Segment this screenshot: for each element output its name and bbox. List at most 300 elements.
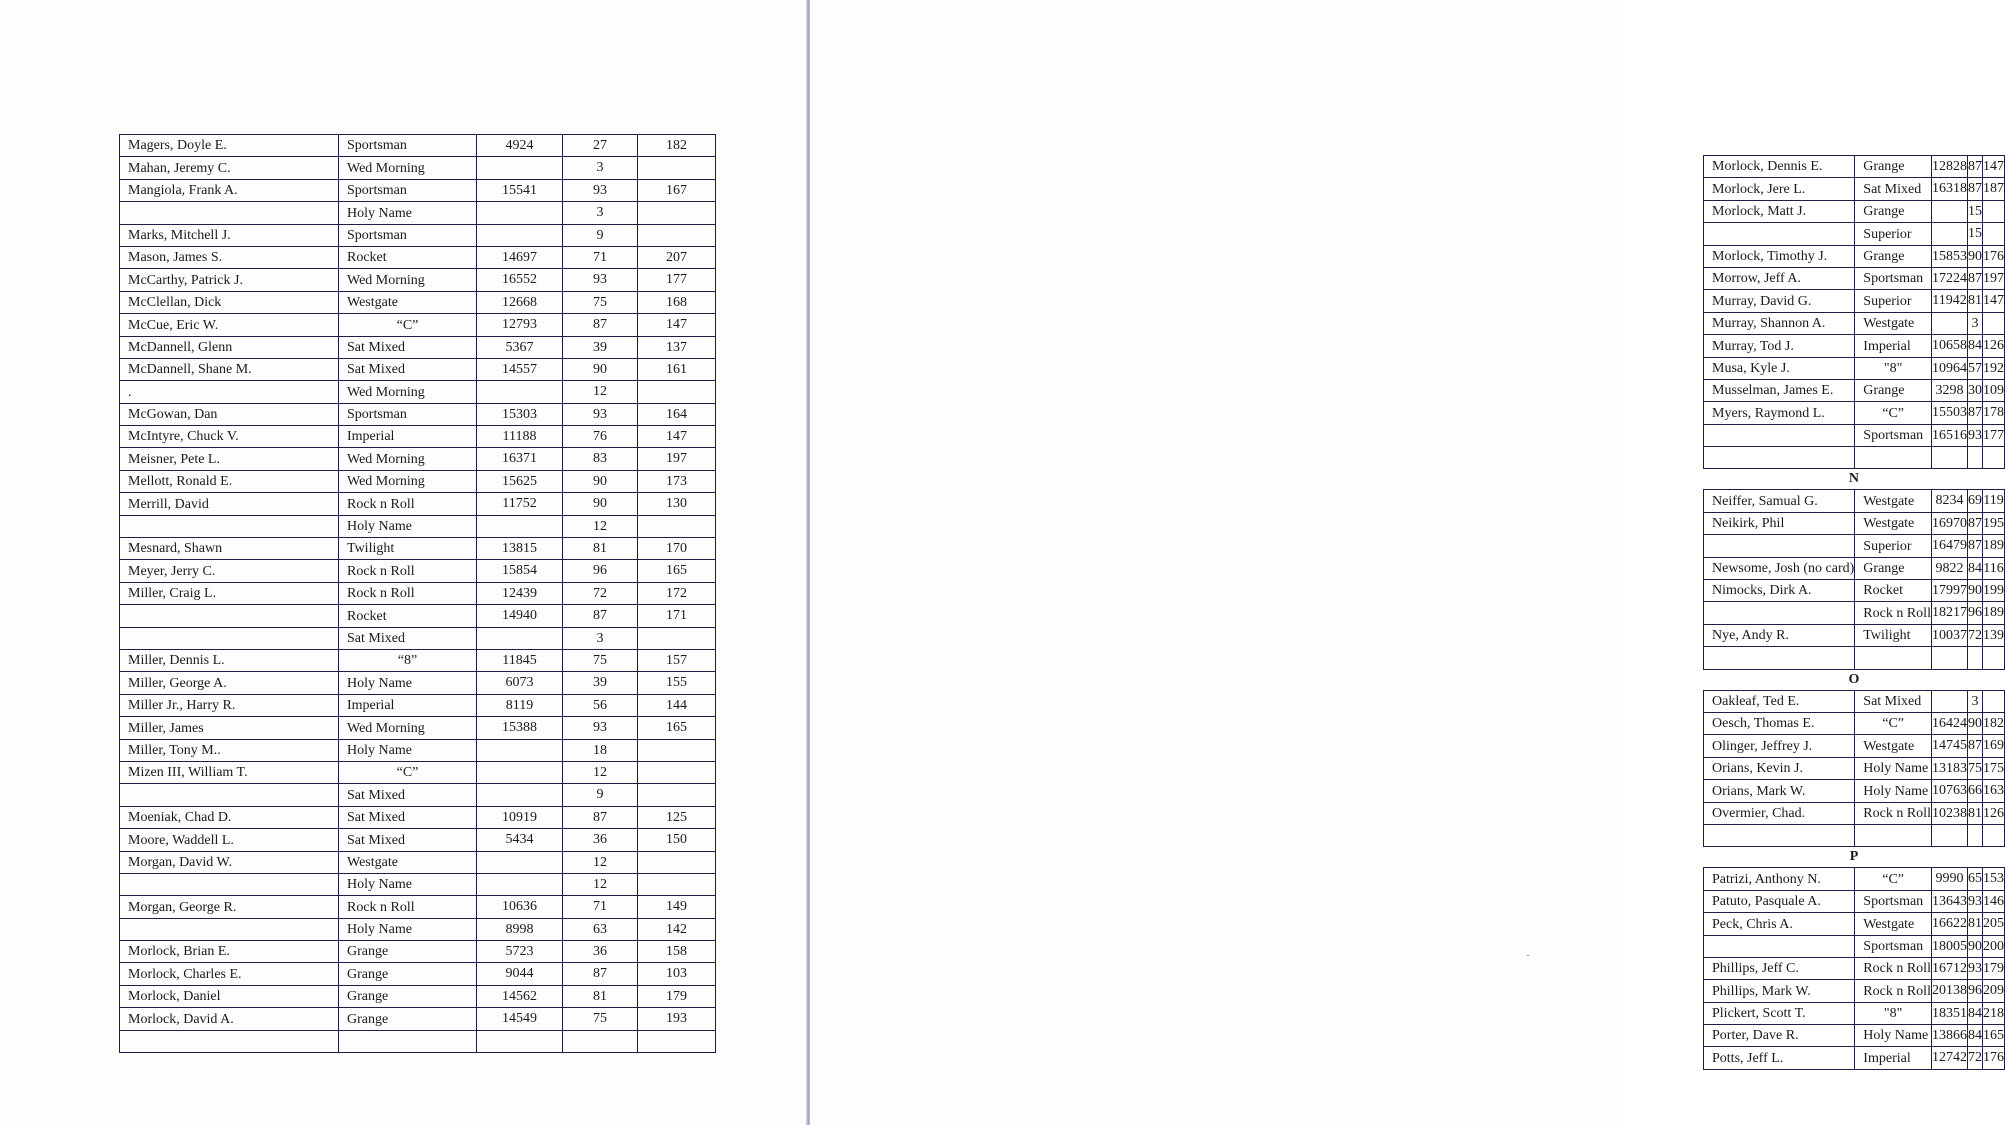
average-cell xyxy=(638,873,716,895)
bowler-name-cell: Patuto, Pasquale A. xyxy=(1704,890,1855,912)
bowler-name-cell: Mellott, Ronald E. xyxy=(120,470,339,492)
id-number-cell: 8234 xyxy=(1931,490,1967,512)
table-row xyxy=(120,717,716,739)
games-cell: 90 xyxy=(1967,245,1982,267)
id-number-cell: 13183 xyxy=(1931,757,1967,779)
table-row xyxy=(120,470,716,492)
games-cell: 12 xyxy=(563,515,638,537)
table-row xyxy=(120,941,716,963)
bowler-name-cell: Moeniak, Chad D. xyxy=(120,806,339,828)
league-cell: Sportsman xyxy=(1855,935,1932,957)
table-row xyxy=(120,985,716,1007)
table-row xyxy=(120,246,716,268)
average-cell xyxy=(1982,312,2004,334)
average-cell: 116 xyxy=(1982,557,2004,579)
table-row xyxy=(120,896,716,918)
games-cell: 9 xyxy=(563,224,638,246)
id-number-cell xyxy=(477,851,563,873)
table-row xyxy=(1704,335,2005,357)
id-number-cell: 14557 xyxy=(477,358,563,380)
id-number-cell: 13866 xyxy=(1931,1025,1967,1047)
games-cell: 81 xyxy=(1967,913,1982,935)
league-cell: Rock n Roll xyxy=(1855,602,1932,624)
league-cell: Imperial xyxy=(339,426,477,448)
id-number-cell xyxy=(477,381,563,403)
league-cell: Sportsman xyxy=(339,224,477,246)
average-cell: 144 xyxy=(638,694,716,716)
id-number-cell xyxy=(1931,312,1967,334)
id-number-cell: 14940 xyxy=(477,605,563,627)
games-cell: 87 xyxy=(1967,735,1982,757)
average-cell: 149 xyxy=(638,896,716,918)
games-cell xyxy=(1967,647,1982,669)
games-cell: 69 xyxy=(1967,490,1982,512)
games-cell xyxy=(1967,824,1982,846)
bowler-name-cell xyxy=(120,605,339,627)
table-row xyxy=(1704,735,2005,757)
id-number-cell: 14549 xyxy=(477,1008,563,1030)
league-cell: Westgate xyxy=(1855,735,1932,757)
bowler-name-cell xyxy=(1704,223,1855,245)
id-number-cell: 15625 xyxy=(477,470,563,492)
table-row xyxy=(120,202,716,224)
table-row xyxy=(120,873,716,895)
average-cell: 177 xyxy=(1982,424,2004,446)
average-cell: 130 xyxy=(638,493,716,515)
table-row xyxy=(1704,647,2005,669)
bowler-name-cell: Miller, Dennis L. xyxy=(120,649,339,671)
average-cell xyxy=(638,202,716,224)
id-number-cell: 5434 xyxy=(477,829,563,851)
id-number-cell: 10037 xyxy=(1931,624,1967,646)
bowler-name-cell: Plickert, Scott T. xyxy=(1704,1002,1855,1024)
games-cell: 84 xyxy=(1967,1025,1982,1047)
id-number-cell xyxy=(1931,200,1967,222)
games-cell: 56 xyxy=(563,694,638,716)
average-cell: 205 xyxy=(1982,913,2004,935)
bowler-name-cell xyxy=(120,873,339,895)
table-row xyxy=(1704,312,2005,334)
id-number-cell xyxy=(1931,223,1967,245)
games-cell: 96 xyxy=(1967,602,1982,624)
games-cell: 90 xyxy=(1967,712,1982,734)
average-cell: 178 xyxy=(1982,402,2004,424)
table-row xyxy=(120,515,716,537)
bowler-name-cell xyxy=(1704,824,1855,846)
games-cell: 90 xyxy=(563,470,638,492)
games-cell: 90 xyxy=(1967,935,1982,957)
league-cell: Westgate xyxy=(339,851,477,873)
id-number-cell: 13815 xyxy=(477,538,563,560)
id-number-cell: 12742 xyxy=(1931,1047,1967,1069)
table-row xyxy=(1704,712,2005,734)
table-row xyxy=(120,851,716,873)
table-row xyxy=(120,672,716,694)
id-number-cell xyxy=(477,202,563,224)
games-cell: 3 xyxy=(1967,312,1982,334)
id-number-cell: 11188 xyxy=(477,426,563,448)
league-cell: Rock n Roll xyxy=(1855,802,1932,824)
average-cell: 195 xyxy=(1982,512,2004,534)
table-row xyxy=(1704,512,2005,534)
league-cell: Grange xyxy=(339,941,477,963)
id-number-cell: 10919 xyxy=(477,806,563,828)
table-row xyxy=(1704,200,2005,222)
average-cell: 176 xyxy=(1982,245,2004,267)
league-cell: Imperial xyxy=(1855,335,1932,357)
bowler-name-cell: Marks, Mitchell J. xyxy=(120,224,339,246)
table-row xyxy=(1704,178,2005,200)
id-number-cell: 12828 xyxy=(1931,156,1967,178)
table-row xyxy=(120,291,716,313)
league-cell: Imperial xyxy=(339,694,477,716)
id-number-cell xyxy=(477,739,563,761)
average-cell: 169 xyxy=(1982,735,2004,757)
league-cell: Sat Mixed xyxy=(339,627,477,649)
games-cell: 81 xyxy=(563,538,638,560)
bowler-name-cell: Magers, Doyle E. xyxy=(120,135,339,157)
section-letter: N xyxy=(1704,469,2005,490)
table-row xyxy=(1704,824,2005,846)
id-number-cell: 16479 xyxy=(1931,535,1967,557)
bowler-name-cell: McDannell, Shane M. xyxy=(120,358,339,380)
table-row xyxy=(1704,424,2005,446)
left-page xyxy=(0,0,807,1125)
league-cell: Grange xyxy=(1855,245,1932,267)
table-row xyxy=(1704,357,2005,379)
table-row xyxy=(1704,780,2005,802)
average-cell: 167 xyxy=(638,179,716,201)
bowler-name-cell: Morlock, Jere L. xyxy=(1704,178,1855,200)
average-cell: 189 xyxy=(1982,602,2004,624)
table-row xyxy=(1704,913,2005,935)
league-cell: Rocket xyxy=(339,246,477,268)
table-row xyxy=(1704,602,2005,624)
league-cell: Wed Morning xyxy=(339,717,477,739)
id-number-cell: 15503 xyxy=(1931,402,1967,424)
games-cell: 75 xyxy=(563,291,638,313)
id-number-cell: 5367 xyxy=(477,336,563,358)
id-number-cell: 10238 xyxy=(1931,802,1967,824)
games-cell: 96 xyxy=(563,560,638,582)
league-cell: Twilight xyxy=(1855,624,1932,646)
league-cell: Westgate xyxy=(1855,312,1932,334)
games-cell: 72 xyxy=(1967,624,1982,646)
league-cell: Grange xyxy=(339,963,477,985)
league-cell: Holy Name xyxy=(339,739,477,761)
roster-table-left xyxy=(119,134,716,1053)
games-cell: 57 xyxy=(1967,357,1982,379)
average-cell: 218 xyxy=(1982,1002,2004,1024)
bowler-name-cell: Miller, Craig L. xyxy=(120,582,339,604)
league-cell: Superior xyxy=(1855,223,1932,245)
average-cell: 182 xyxy=(638,135,716,157)
average-cell: 173 xyxy=(638,470,716,492)
section-header-row xyxy=(1704,469,2005,490)
average-cell: 193 xyxy=(638,1008,716,1030)
bowler-name-cell: Myers, Raymond L. xyxy=(1704,402,1855,424)
league-cell: Twilight xyxy=(339,538,477,560)
id-number-cell: 10636 xyxy=(477,896,563,918)
bowler-name-cell: Oesch, Thomas E. xyxy=(1704,712,1855,734)
bowler-name-cell: Porter, Dave R. xyxy=(1704,1025,1855,1047)
bowler-name-cell: Morlock, Dennis E. xyxy=(1704,156,1855,178)
id-number-cell: 9044 xyxy=(477,963,563,985)
bowler-name-cell: Murray, Tod J. xyxy=(1704,335,1855,357)
bowler-name-cell: Morgan, David W. xyxy=(120,851,339,873)
games-cell: 71 xyxy=(563,896,638,918)
bowler-name-cell: Mizen III, William T. xyxy=(120,761,339,783)
average-cell: 126 xyxy=(1982,335,2004,357)
table-row xyxy=(120,426,716,448)
average-cell: 164 xyxy=(638,403,716,425)
id-number-cell: 15853 xyxy=(1931,245,1967,267)
bowler-name-cell xyxy=(1704,424,1855,446)
table-row xyxy=(1704,447,2005,469)
id-number-cell xyxy=(477,627,563,649)
bowler-name-cell: Patrizi, Anthony N. xyxy=(1704,868,1855,890)
id-number-cell xyxy=(477,873,563,895)
id-number-cell: 12668 xyxy=(477,291,563,313)
id-number-cell: 14697 xyxy=(477,246,563,268)
table-row xyxy=(1704,757,2005,779)
average-cell xyxy=(1982,447,2004,469)
games-cell: 87 xyxy=(563,314,638,336)
table-row xyxy=(1704,402,2005,424)
league-cell: "8" xyxy=(1855,357,1932,379)
games-cell: 27 xyxy=(563,135,638,157)
id-number-cell: 4924 xyxy=(477,135,563,157)
table-row xyxy=(120,314,716,336)
league-cell: Rock n Roll xyxy=(339,896,477,918)
bowler-name-cell: Newsome, Josh (no card) xyxy=(1704,557,1855,579)
average-cell: 165 xyxy=(1982,1025,2004,1047)
average-cell: 137 xyxy=(638,336,716,358)
games-cell: 66 xyxy=(1967,780,1982,802)
average-cell xyxy=(1982,824,2004,846)
league-cell: Sat Mixed xyxy=(339,784,477,806)
average-cell: 142 xyxy=(638,918,716,940)
average-cell: 207 xyxy=(638,246,716,268)
league-cell: Holy Name xyxy=(339,672,477,694)
average-cell xyxy=(638,761,716,783)
league-cell: “C” xyxy=(1855,402,1932,424)
id-number-cell: 10658 xyxy=(1931,335,1967,357)
section-header-row xyxy=(1704,847,2005,868)
league-cell: “C” xyxy=(339,761,477,783)
league-cell: Holy Name xyxy=(1855,1025,1932,1047)
id-number-cell: 12793 xyxy=(477,314,563,336)
games-cell xyxy=(563,1030,638,1052)
average-cell xyxy=(638,381,716,403)
games-cell: 84 xyxy=(1967,1002,1982,1024)
table-row xyxy=(120,784,716,806)
league-cell: Sat Mixed xyxy=(339,806,477,828)
id-number-cell: 15541 xyxy=(477,179,563,201)
table-row xyxy=(1704,156,2005,178)
bowler-name-cell: Potts, Jeff L. xyxy=(1704,1047,1855,1069)
average-cell xyxy=(638,739,716,761)
average-cell xyxy=(638,851,716,873)
id-number-cell: 15388 xyxy=(477,717,563,739)
id-number-cell: 18217 xyxy=(1931,602,1967,624)
league-cell: Grange xyxy=(1855,156,1932,178)
average-cell: 139 xyxy=(1982,624,2004,646)
league-cell: Rock n Roll xyxy=(339,493,477,515)
games-cell: 12 xyxy=(563,873,638,895)
bowler-name-cell: Moore, Waddell L. xyxy=(120,829,339,851)
table-row xyxy=(1704,379,2005,401)
id-number-cell: 10763 xyxy=(1931,780,1967,802)
league-cell xyxy=(1855,447,1932,469)
table-row xyxy=(1704,490,2005,512)
id-number-cell: 8998 xyxy=(477,918,563,940)
table-row xyxy=(1704,957,2005,979)
league-cell: Holy Name xyxy=(339,202,477,224)
average-cell: 172 xyxy=(638,582,716,604)
average-cell xyxy=(638,157,716,179)
games-cell: 87 xyxy=(563,963,638,985)
roster-table-right xyxy=(1703,155,2005,1070)
id-number-cell xyxy=(1931,690,1967,712)
games-cell: 63 xyxy=(563,918,638,940)
average-cell: 182 xyxy=(1982,712,2004,734)
games-cell: 90 xyxy=(1967,580,1982,602)
games-cell: 93 xyxy=(1967,424,1982,446)
table-row xyxy=(1704,980,2005,1002)
games-cell: 76 xyxy=(563,426,638,448)
average-cell: 119 xyxy=(1982,490,2004,512)
id-number-cell xyxy=(1931,447,1967,469)
games-cell: 65 xyxy=(1967,868,1982,890)
bowler-name-cell: Miller Jr., Harry R. xyxy=(120,694,339,716)
scan-speck xyxy=(1527,955,1529,956)
average-cell: 147 xyxy=(1982,156,2004,178)
league-cell: Imperial xyxy=(1855,1047,1932,1069)
games-cell: 15 xyxy=(1967,200,1982,222)
table-row xyxy=(1704,1002,2005,1024)
league-cell: Wed Morning xyxy=(339,269,477,291)
bowler-name-cell: Mesnard, Shawn xyxy=(120,538,339,560)
bowler-name-cell: Merrill, David xyxy=(120,493,339,515)
id-number-cell xyxy=(477,224,563,246)
bowler-name-cell: Orians, Kevin J. xyxy=(1704,757,1855,779)
games-cell: 12 xyxy=(563,761,638,783)
league-cell: Holy Name xyxy=(339,515,477,537)
league-cell: Holy Name xyxy=(339,918,477,940)
bowler-name-cell: . xyxy=(120,381,339,403)
table-row xyxy=(1704,868,2005,890)
bowler-name-cell: Meisner, Pete L. xyxy=(120,448,339,470)
average-cell: 177 xyxy=(638,269,716,291)
id-number-cell: 16371 xyxy=(477,448,563,470)
id-number-cell: 16712 xyxy=(1931,957,1967,979)
league-cell xyxy=(339,1030,477,1052)
average-cell: 109 xyxy=(1982,379,2004,401)
average-cell: 158 xyxy=(638,941,716,963)
league-cell: Sportsman xyxy=(339,403,477,425)
average-cell: 209 xyxy=(1982,980,2004,1002)
league-cell: “8” xyxy=(339,649,477,671)
bowler-name-cell: Nye, Andy R. xyxy=(1704,624,1855,646)
average-cell: 147 xyxy=(1982,290,2004,312)
games-cell: 90 xyxy=(563,493,638,515)
table-row xyxy=(1704,802,2005,824)
games-cell: 75 xyxy=(1967,757,1982,779)
games-cell: 75 xyxy=(563,649,638,671)
league-cell: Superior xyxy=(1855,290,1932,312)
table-row xyxy=(120,739,716,761)
bowler-name-cell: Mason, James S. xyxy=(120,246,339,268)
id-number-cell: 18351 xyxy=(1931,1002,1967,1024)
bowler-name-cell: Neikirk, Phil xyxy=(1704,512,1855,534)
bowler-name-cell xyxy=(120,784,339,806)
league-cell: Superior xyxy=(1855,535,1932,557)
games-cell: 87 xyxy=(1967,156,1982,178)
league-cell: Westgate xyxy=(1855,913,1932,935)
average-cell: 165 xyxy=(638,560,716,582)
table-row xyxy=(1704,624,2005,646)
average-cell: 157 xyxy=(638,649,716,671)
league-cell: Westgate xyxy=(1855,512,1932,534)
bowler-name-cell xyxy=(120,202,339,224)
bowler-name-cell xyxy=(1704,602,1855,624)
league-cell: Wed Morning xyxy=(339,470,477,492)
id-number-cell: 6073 xyxy=(477,672,563,694)
games-cell: 87 xyxy=(563,605,638,627)
bowler-name-cell: Neiffer, Samual G. xyxy=(1704,490,1855,512)
table-row xyxy=(120,157,716,179)
league-cell: Grange xyxy=(339,1008,477,1030)
games-cell: 3 xyxy=(1967,690,1982,712)
games-cell: 90 xyxy=(563,358,638,380)
table-row xyxy=(120,269,716,291)
games-cell: 83 xyxy=(563,448,638,470)
average-cell: 176 xyxy=(1982,1047,2004,1069)
games-cell: 84 xyxy=(1967,557,1982,579)
bowler-name-cell xyxy=(1704,447,1855,469)
games-cell: 81 xyxy=(1967,802,1982,824)
league-cell: Sat Mixed xyxy=(339,829,477,851)
table-row xyxy=(120,493,716,515)
league-cell xyxy=(1855,647,1932,669)
league-cell: Sat Mixed xyxy=(1855,690,1932,712)
id-number-cell: 16970 xyxy=(1931,512,1967,534)
id-number-cell: 14745 xyxy=(1931,735,1967,757)
id-number-cell: 18005 xyxy=(1931,935,1967,957)
bowler-name-cell xyxy=(120,627,339,649)
table-row xyxy=(1704,890,2005,912)
id-number-cell: 5723 xyxy=(477,941,563,963)
id-number-cell: 14562 xyxy=(477,985,563,1007)
league-cell: “C” xyxy=(1855,868,1932,890)
league-cell: Sat Mixed xyxy=(339,336,477,358)
games-cell: 36 xyxy=(563,941,638,963)
id-number-cell xyxy=(477,515,563,537)
bowler-name-cell: Musselman, James E. xyxy=(1704,379,1855,401)
league-cell: Sportsman xyxy=(1855,267,1932,289)
table-row xyxy=(120,582,716,604)
games-cell: 84 xyxy=(1967,335,1982,357)
average-cell: 200 xyxy=(1982,935,2004,957)
games-cell: 12 xyxy=(563,381,638,403)
games-cell: 39 xyxy=(563,336,638,358)
average-cell xyxy=(638,224,716,246)
league-cell: Westgate xyxy=(1855,490,1932,512)
games-cell: 36 xyxy=(563,829,638,851)
id-number-cell: 10964 xyxy=(1931,357,1967,379)
games-cell: 72 xyxy=(563,582,638,604)
